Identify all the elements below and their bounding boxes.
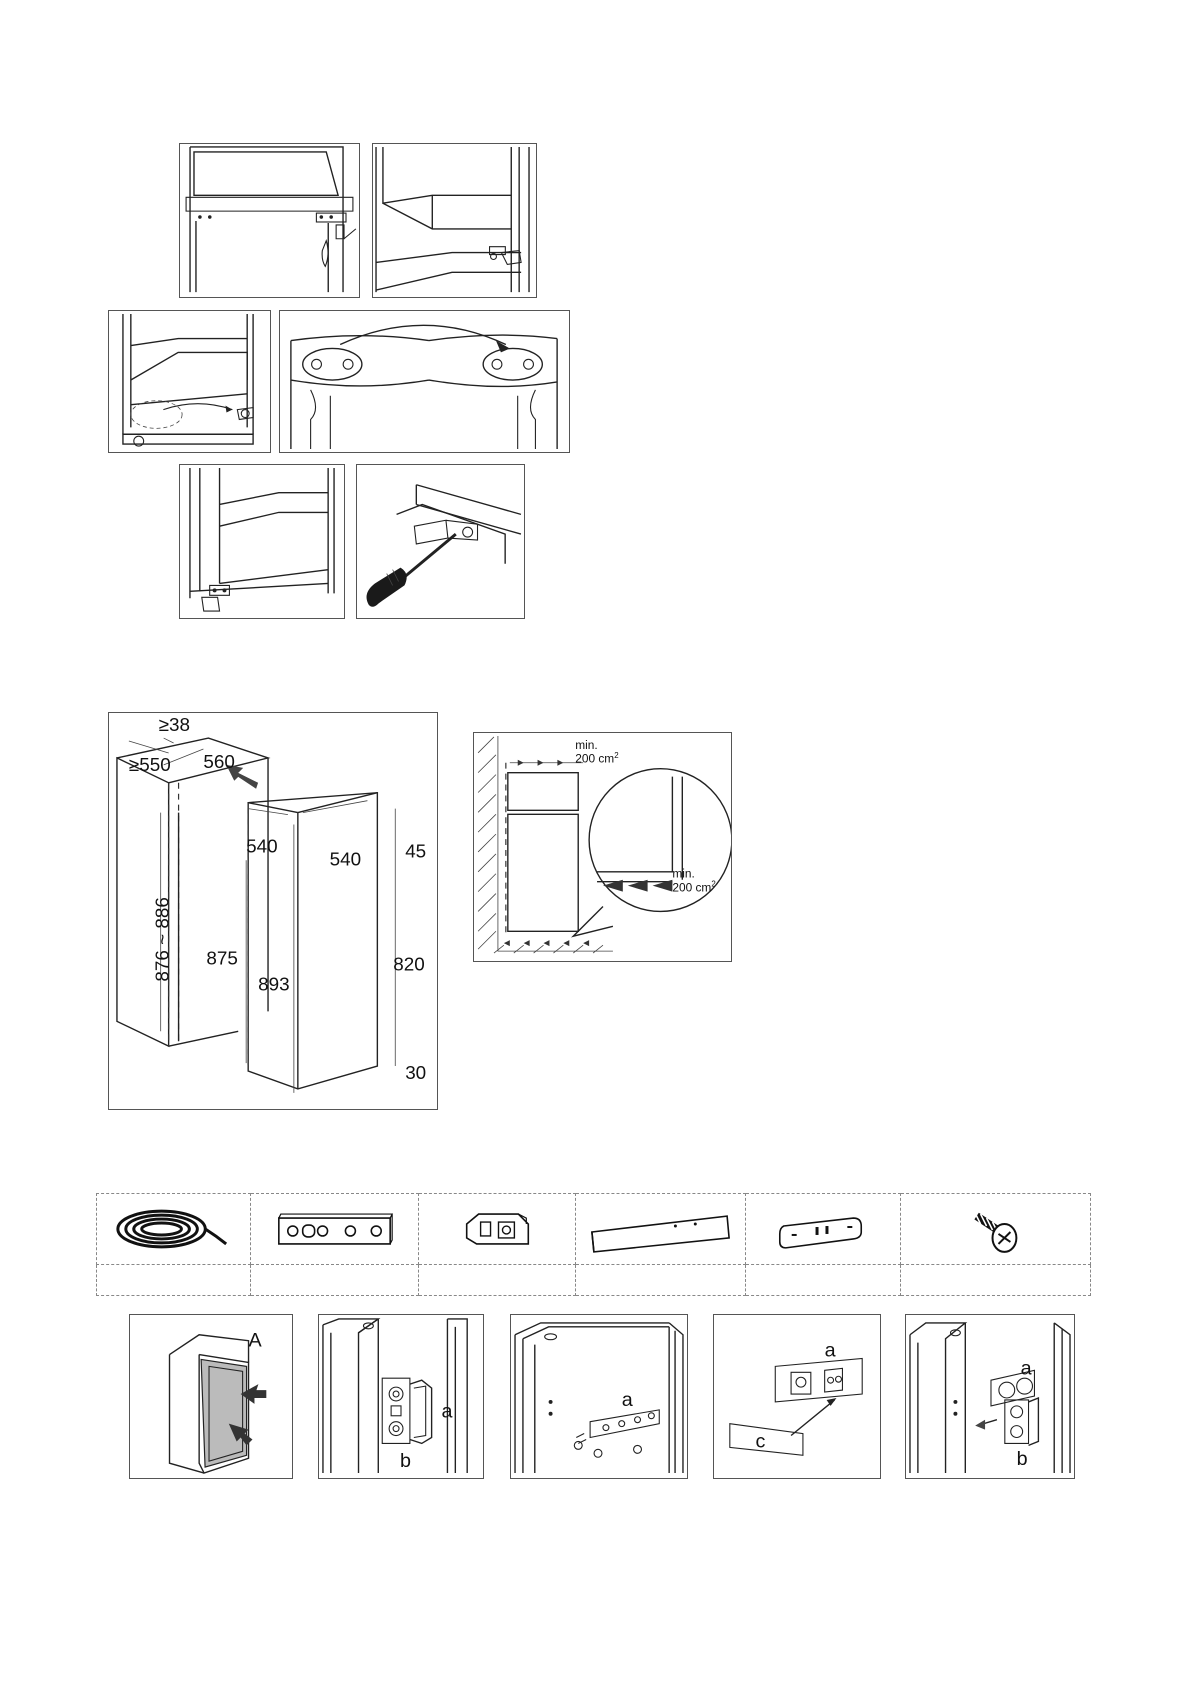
vent-bottom-min: min. bbox=[672, 866, 695, 881]
vent-top-min: min. bbox=[575, 737, 598, 752]
step2-letter-a: a bbox=[441, 1400, 453, 1423]
accessory-cell bbox=[251, 1194, 419, 1265]
dim-niche-depth: ≥550 bbox=[128, 754, 171, 776]
step4-letter-a: a bbox=[824, 1339, 836, 1362]
dim-inner-height: 875 bbox=[206, 948, 238, 970]
ventilation-airflow-drawing bbox=[474, 733, 731, 961]
door-mounting-step-2 bbox=[318, 1314, 484, 1479]
screwdriver-tighten-illustration bbox=[357, 465, 524, 618]
accessory-label bbox=[576, 1265, 746, 1296]
hinge-slide-rail-icon bbox=[251, 1194, 418, 1264]
door-reversal-step-3 bbox=[108, 310, 271, 453]
accessory-label bbox=[97, 1265, 251, 1296]
accessory-cell bbox=[97, 1194, 251, 1265]
door-mounting-step-4 bbox=[713, 1314, 881, 1479]
door-mounting-step-1 bbox=[129, 1314, 293, 1479]
dim-bottom-offset: 30 bbox=[405, 1062, 427, 1084]
cover-strip-icon bbox=[576, 1194, 745, 1264]
door-mounting-step-3 bbox=[510, 1314, 688, 1479]
door-reversal-step-1 bbox=[179, 143, 360, 298]
screw-icon bbox=[901, 1194, 1090, 1264]
step1-letter-a: A bbox=[248, 1329, 262, 1352]
accessories-icons-row bbox=[97, 1194, 1091, 1265]
vent-bottom-area: 200 $cm^2$ bbox=[672, 879, 716, 895]
step5-letter-a: a bbox=[1020, 1357, 1032, 1380]
fridge-bottom-hinge-swap-illustration bbox=[109, 311, 270, 452]
niche-dimensions-drawing bbox=[109, 713, 437, 1109]
door-reversal-step-6 bbox=[356, 464, 525, 619]
dim-niche-height: 876 ~ 886 bbox=[152, 897, 174, 982]
mount-plate-to-door-illustration bbox=[511, 1315, 687, 1478]
door-reversal-step-2 bbox=[372, 143, 537, 298]
guide-block-icon bbox=[419, 1194, 575, 1264]
step4-letter-c: c bbox=[755, 1430, 766, 1453]
dim-top-offset: 45 bbox=[405, 841, 427, 863]
vent-top-area: 200 $cm^2$ bbox=[575, 750, 619, 766]
door-reversal-step-5 bbox=[179, 464, 345, 619]
dim-top-gap: ≥38 bbox=[158, 715, 191, 737]
accessory-label bbox=[251, 1265, 419, 1296]
hinge-slide-attach-illustration bbox=[319, 1315, 483, 1478]
dim-appliance-depth: 540 bbox=[246, 836, 278, 858]
accessory-cell bbox=[901, 1194, 1091, 1265]
step5-letter-b: b bbox=[1016, 1448, 1028, 1471]
fridge-interior-hinge-illustration bbox=[373, 144, 536, 297]
step3-letter-a: a bbox=[621, 1388, 633, 1411]
door-reversal-step-4 bbox=[279, 310, 570, 453]
seal-strip-icon bbox=[97, 1194, 250, 1264]
cabinet-dimensions-diagram bbox=[108, 712, 438, 1110]
dim-niche-width: 560 bbox=[203, 751, 235, 773]
accessories-table bbox=[96, 1193, 1091, 1296]
dim-appliance-height: 893 bbox=[258, 974, 290, 996]
accessory-cell bbox=[419, 1194, 576, 1265]
appliance-door-illustration bbox=[130, 1315, 292, 1478]
fridge-top-hinge-illustration bbox=[180, 144, 359, 297]
accessory-label bbox=[746, 1265, 901, 1296]
accessory-cell bbox=[746, 1194, 901, 1265]
refit-hinge-illustration bbox=[180, 465, 344, 618]
accessories-labels-row bbox=[97, 1265, 1091, 1296]
cover-to-plate-illustration bbox=[714, 1315, 880, 1478]
attach-hinge-to-plate-illustration bbox=[906, 1315, 1074, 1478]
step2-letter-b: b bbox=[400, 1450, 411, 1473]
dim-appliance-width: 540 bbox=[329, 849, 362, 871]
hinge-cover-swap-illustration bbox=[280, 311, 569, 452]
accessory-cell bbox=[576, 1194, 746, 1265]
mounting-plate-icon bbox=[746, 1194, 900, 1264]
door-mounting-step-5 bbox=[905, 1314, 1075, 1479]
accessory-label bbox=[419, 1265, 576, 1296]
ventilation-diagram bbox=[473, 732, 732, 962]
accessory-label bbox=[901, 1265, 1091, 1296]
dim-door-height: 820 bbox=[393, 954, 425, 976]
